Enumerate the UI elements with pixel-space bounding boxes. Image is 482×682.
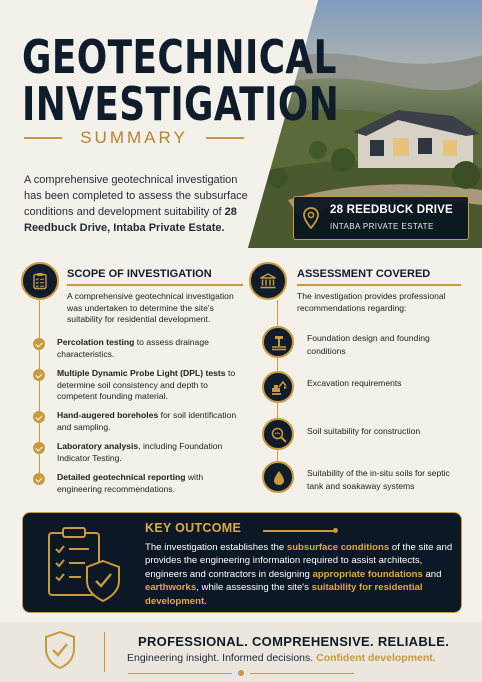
assessment-item-excavation: Excavation requirements [307, 378, 402, 388]
assessment-item-soil: Soil suitability for construction [307, 426, 421, 436]
clipboard-checklist-icon [21, 262, 59, 300]
check-icon [33, 473, 45, 485]
scope-item: Percolation testing to assess drainage characteristics. [57, 337, 209, 359]
check-icon [33, 411, 45, 423]
intro-address: 28 Reedbuck Drive, Intaba Private Estate. [24, 206, 237, 234]
scope-divider [67, 284, 243, 286]
scope-item: Multiple Dynamic Probe Light (DPL) tests to determine soil consistency and depth to competent founding material. [57, 368, 236, 401]
scope-item: Laboratory analysis, including Foundation Indicator Testing. [57, 441, 223, 463]
assessment-divider [297, 284, 461, 286]
footer-bottom-line [250, 673, 354, 674]
intro-paragraph [24, 172, 254, 236]
check-icon [33, 442, 45, 454]
building-columns-icon [249, 262, 287, 300]
footer-bottom-dot [238, 670, 244, 676]
page-title-line1: GEOTECHNICAL [22, 30, 337, 84]
shield-check-icon [44, 630, 76, 670]
key-outcome-divider-dot [333, 528, 338, 533]
address-street: 28 REEDBUCK DRIVE [330, 204, 453, 216]
scope-description: A comprehensive geotechnical investigation was undertaken to determine the site's suitability for residential development. [67, 291, 234, 324]
page-title-line2: INVESTIGATION [22, 77, 340, 131]
scope-item: Detailed geotechnical reporting with engineering recommendations. [57, 472, 204, 494]
footer-subtagline: Engineering insight. Informed decisions. Confident development. [127, 652, 436, 664]
foundation-icon [262, 326, 294, 358]
assessment-item-septic: Suitability of the in-situ soils for septic tank and soakaway systems [307, 468, 450, 491]
divider-line [206, 137, 244, 139]
soil-magnifier-icon [262, 418, 294, 450]
assessment-title: ASSESSMENT COVERED [297, 268, 431, 280]
assessment-description: The investigation provides professional recommendations regarding: [297, 291, 446, 313]
key-outcome-panel [22, 512, 462, 613]
water-drop-icon [262, 461, 294, 493]
footer-tagline: PROFESSIONAL. COMPREHENSIVE. RELIABLE. [138, 634, 450, 649]
subtitle-row [24, 128, 244, 148]
location-pin-icon [303, 207, 319, 229]
excavator-icon [262, 371, 294, 403]
intro-text: A comprehensive geotechnical investigation has been completed to assess the subsurface conditions and development suitability of [24, 174, 248, 218]
footer-bottom-line [128, 673, 232, 674]
page-subtitle: SUMMARY [80, 128, 188, 147]
key-outcome-text: The investigation establishes the subsurface conditions of the site and provides the engineering information required to assist architects, engineers and contractors in designing appropriate foundations and earthworks, while assessing the site's suitability for residential development. [145, 542, 453, 607]
check-icon [33, 338, 45, 350]
assessment-item-foundation: Foundation design and founding conditions [307, 333, 430, 356]
scope-title: SCOPE OF INVESTIGATION [67, 268, 212, 280]
clipboard-shield-icon [43, 525, 129, 603]
key-outcome-divider [263, 530, 335, 532]
key-outcome-title: KEY OUTCOME [145, 521, 242, 535]
check-icon [33, 369, 45, 381]
address-card [293, 196, 469, 240]
address-estate: INTABA PRIVATE ESTATE [330, 222, 434, 231]
footer-divider [104, 632, 105, 672]
scope-item: Hand-augered boreholes for soil identification and sampling. [57, 410, 237, 432]
